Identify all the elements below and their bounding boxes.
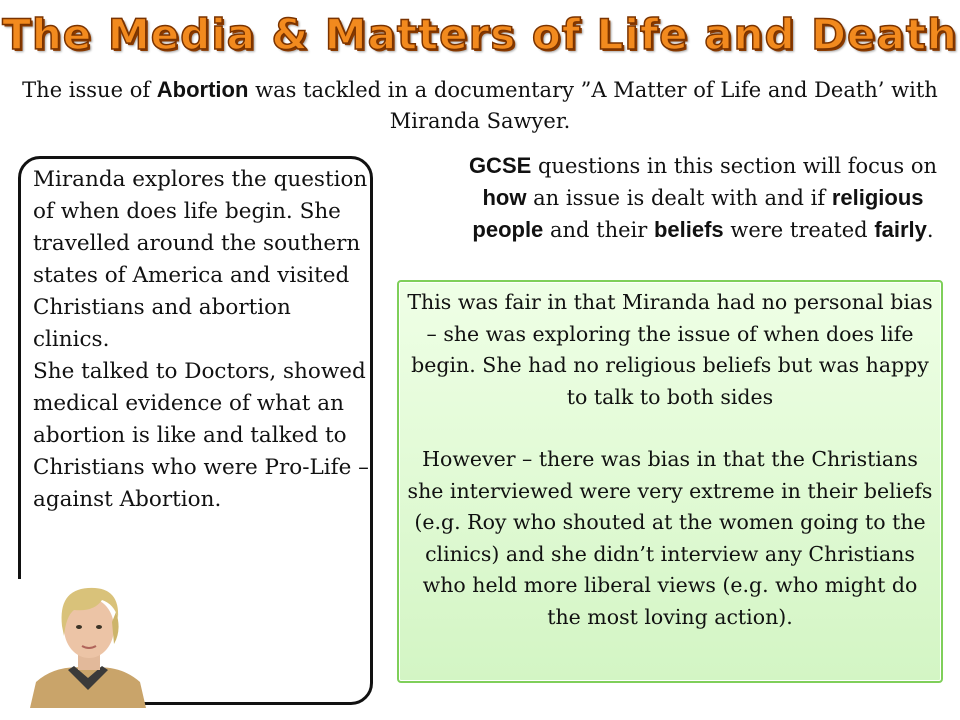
gcse-word-fairly: fairly [874, 217, 927, 242]
gcse-text-3: and their [543, 218, 654, 242]
gcse-note [468, 150, 938, 246]
bias-paragraph: However – there was bias in that the Christians she interviewed were very extreme in their beliefs (e.g. Roy who shouted at the women going to the clinics) and she didn’t interview any Christians who held more liberal views (e.g. who might do the most loving action). [407, 447, 933, 629]
fair-paragraph: This was fair in that Miranda had no personal bias – she was exploring the issue of when does life begin. She had no religious beliefs but was happy to talk to both sides [407, 290, 933, 409]
gcse-text-1: questions in this section will focus on [531, 154, 938, 178]
summary-paragraph-2: She talked to Doctors, showed medical evidence of what an abortion is like and talked to Christians who were Pro-Life – against Abortion. [33, 359, 369, 512]
gcse-word-how: how [482, 185, 527, 210]
gcse-word-religious-people: religious people [472, 185, 924, 242]
summary-text [33, 164, 371, 516]
slide-title: The Media & Matters of Life and Death [2, 10, 958, 59]
intro-text [10, 74, 950, 137]
intro-keyword: Abortion [156, 77, 249, 102]
gcse-text-4: were treated [723, 218, 875, 242]
gcse-text-5: . [926, 218, 934, 242]
gcse-word-gcse: GCSE [468, 153, 532, 178]
intro-part2: was tackled in a documentary ”A Matter of Life and Death’ with Miranda Sawyer. [248, 78, 938, 133]
presenter-photo [22, 578, 154, 708]
intro-part1: The issue of [22, 78, 157, 102]
gcse-word-beliefs: beliefs [653, 217, 724, 242]
analysis-text [405, 287, 935, 633]
summary-paragraph-1: Miranda explores the question of when does life begin. She travelled around the southern states of America and visited Christians and abortion clinics. [33, 167, 368, 352]
presenter-illustration [22, 578, 154, 708]
gcse-text-2: an issue is dealt with and if [526, 186, 832, 210]
